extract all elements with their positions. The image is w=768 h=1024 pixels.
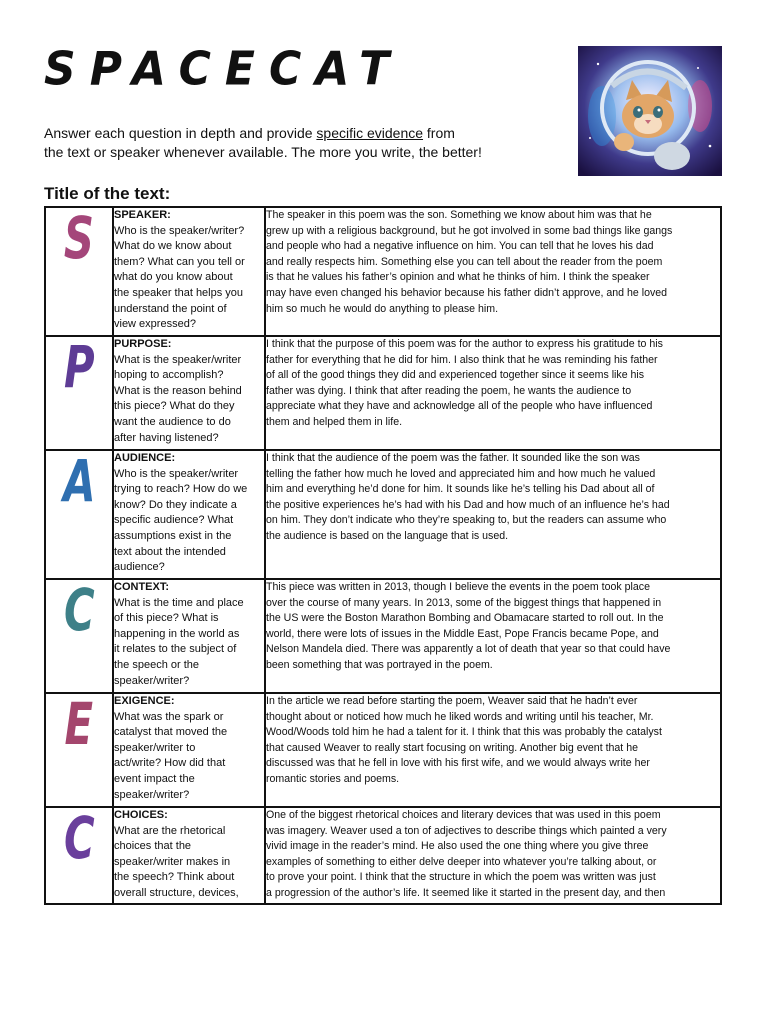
table-row — [45, 693, 721, 807]
instructions-text-3: the text or speaker whenever available. The more you write, the better! — [44, 144, 482, 160]
letter-cell — [45, 204, 113, 336]
prompt-heading: AUDIENCE: — [114, 452, 176, 464]
table-row — [45, 207, 721, 336]
prompt-question: What is the time and place of this piece? What is happening in the world as it relates to the subject of the speech or the speaker/writer? — [114, 596, 244, 687]
prompt-question: What was the spark or catalyst that moved the speaker/writer to act/write? How did that event impact the speaker/writer? — [114, 710, 228, 801]
answer-cell[interactable] — [265, 693, 721, 807]
letter-c: C — [63, 576, 95, 644]
astronaut-cat-image — [578, 46, 722, 176]
table-row — [45, 807, 721, 904]
table-row — [45, 336, 721, 450]
prompt-question: Who is the speaker/writer? What do we know about them? What can you tell or what do you know about the speaker that helps you understand the point of view expressed? — [114, 224, 245, 331]
page-title: SPACECAT — [44, 42, 404, 97]
prompt-heading: CONTEXT: — [114, 581, 169, 593]
astronaut-cat-illustration-icon — [578, 46, 722, 176]
prompt-heading: CHOICES: — [114, 809, 168, 821]
letter-cell — [45, 804, 113, 904]
prompt-cell — [113, 450, 265, 579]
spacecat-table — [44, 206, 722, 905]
letter-p: P — [63, 333, 95, 401]
prompt-cell — [113, 207, 265, 336]
answer-cell[interactable] — [265, 207, 721, 336]
letter-s: S — [63, 204, 95, 272]
letter-c-choices: C — [63, 804, 95, 872]
answer-cell[interactable] — [265, 450, 721, 579]
prompt-heading: SPEAKER: — [114, 209, 171, 221]
answer-cell[interactable] — [265, 579, 721, 693]
answer-text: I think that the purpose of this poem was for the author to express his gratitude to his father for everything that he did for him. I also think that he was reminding his father of all of the good things they did and experienced together since it seems like his father was dying. I think that after reading the poem, he wants the audience to appreciate what they have and acknowledge all of the people who have influenced them and helped them in life. — [266, 338, 663, 428]
instructions-text-1: Answer each question in depth and provide — [44, 125, 317, 141]
instructions-text-2: from — [423, 125, 455, 141]
answer-text: In the article we read before starting the poem, Weaver said that he hadn’t ever thought about or noticed how much he liked words and writing until his teacher, Mr. Wood/Woods told him he had a talent for it. I think that this was probably the catalyst that caused Weaver to really start focusing on writing. Another big event that he discussed was that he fell in love with his first wife, and we would always write her romantic stories and poems. — [266, 695, 662, 785]
prompt-cell — [113, 336, 265, 450]
text-title-label: Title of the text: — [44, 184, 171, 203]
letter-cell — [45, 447, 113, 579]
letter-e: E — [64, 690, 94, 758]
answer-text: The speaker in this poem was the son. Something we know about him was that he grew up with a religious background, but he got involved in some bad things like gangs and people who had a negative influence on him. You can tell that he loves his dad and really respects him. Something else you can tell about the reader from the poem is that he values his father’s opinion and what he thinks of him. I think the speaker may have even changed his behavior because his father didn’t approve, and he loved him so much he would do anything to please him. — [266, 209, 673, 315]
letter-cell — [45, 576, 113, 693]
prompt-cell — [113, 579, 265, 693]
prompt-heading: EXIGENCE: — [114, 695, 175, 707]
letter-a: A — [62, 447, 96, 515]
letter-cell — [45, 690, 113, 807]
prompt-question: What is the speaker/writer hoping to accomplish? What is the reason behind this piece? What do they want the audience to do after having listened? — [114, 353, 242, 444]
answer-cell[interactable] — [265, 336, 721, 450]
instructions — [44, 124, 544, 162]
answer-cell[interactable] — [265, 807, 721, 904]
prompt-heading: PURPOSE: — [114, 338, 172, 350]
instructions-emphasis: specific evidence — [316, 125, 424, 141]
table-row — [45, 579, 721, 693]
letter-cell — [45, 333, 113, 450]
answer-text: One of the biggest rhetorical choices and literary devices that was used in this poem was imagery. Weaver used a ton of adjectives to describe things which painted a very vivid image in the reader’s mind. He also used the one thing where you give three examples of something to either delve deeper into whatever you’re talking about, or to prove your point. I think that the structure in which the poem was written was just a progression of the author’s life. It seemed like it started in the present day, and then — [266, 809, 667, 899]
answer-text: This piece was written in 2013, though I believe the events in the poem took place over the course of many years. In 2013, some of the biggest things that happened in the US were the Boston Marathon Bombing and Obamacare started to roll out. In the world, there were lots of issues in the Middle East, Pope Francis became Pope, and Nelson Mandela died. There was apparently a lot of death that year so that could have been something that was portrayed in the poem. — [266, 581, 671, 671]
prompt-cell — [113, 693, 265, 807]
table-row — [45, 450, 721, 579]
answer-text: I think that the audience of the poem was the father. It sounded like the son was telling the father how much he loved and appreciated him and how much he valued him and everything he’d done for him. It sounds like he’s telling his Dad about all of the positive experiences he’s had with his Dad and how much of an influence he’s had on him. They don’t indicate who they’re speaking to, but the readers can assume who the audience is based on the language that is used. — [266, 452, 670, 542]
prompt-question: What are the rhetorical choices that the speaker/writer makes in the speech? Think about overall structure, devices, — [114, 824, 239, 899]
prompt-question: Who is the speaker/writer trying to reach? How do we know? Do they indicate a specific audience? What assumptions exist in the text about the intended audience? — [114, 467, 248, 574]
prompt-cell — [113, 807, 265, 904]
